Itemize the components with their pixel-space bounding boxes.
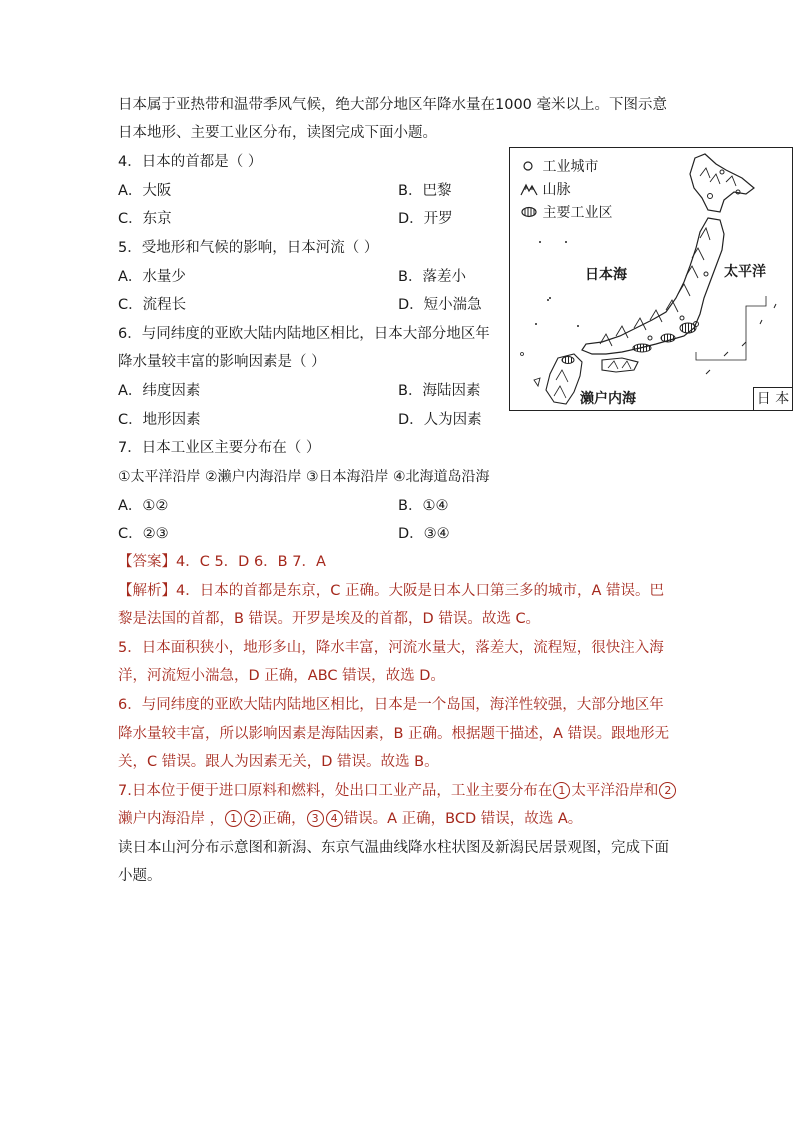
question-4-stem: 4．日本的首都是（ ）: [118, 154, 263, 170]
q4-option-a: A．大阪: [118, 183, 172, 199]
circled-number: 1: [225, 810, 242, 827]
analysis-q4-text-1: 4．日本的首都是东京，C 正确。大阪是日本人口第三多的城市，A 错误。巴: [176, 583, 664, 599]
intro-line-2: 日本地形、主要工业区分布，读图完成下面小题。: [118, 125, 437, 141]
question-6-stem-line-1: 6．与同纬度的亚欧大陆内陆地区相比，日本大部分地区年: [118, 326, 490, 342]
q5-option-b: B．落差小: [398, 269, 466, 285]
analysis-q5-line-1: 5．日本面积狭小，地形多山，降水丰富，河流水量大，落差大，流程短，很快注入海: [118, 640, 664, 656]
legend-label: 主要工业区: [542, 205, 613, 221]
analysis-q5-line-2: 洋，河流短小湍急，D 正确，ABC 错误，故选 D。: [118, 668, 445, 684]
analysis-q7-text-2: 太平洋沿岸和: [571, 783, 659, 799]
analysis-q7-text-3: 濑户内海沿岸 ，: [118, 811, 225, 827]
analysis-q6-line-1: 6．与同纬度的亚欧大陆内陆地区相比，日本是一个岛国，海洋性较强，大部分地区年: [118, 697, 664, 713]
label-sea-of-japan: 日本海: [585, 267, 627, 283]
q5-option-a: A．水量少: [118, 269, 186, 285]
answer-text: 4．C 5．D 6．B 7．A: [176, 554, 326, 570]
q6-option-c: C．地形因素: [118, 412, 201, 428]
analysis-q7-text-4: 正确，: [262, 811, 306, 827]
analysis-q4-line-1: [118, 581, 664, 601]
next-intro-line-1: 读日本山河分布示意图和新潟、东京气温曲线降水柱状图及新潟民居景观图，完成下面: [118, 840, 669, 856]
analysis-q7-text-5: 错误。A 正确，BCD 错误，故选 A。: [343, 811, 583, 827]
analysis-q7-text-1: 7.日本位于便于进口原料和燃料，处出口工业产品，工业主要分布在: [118, 783, 553, 799]
circled-number: 2: [244, 810, 261, 827]
circled-number: 3: [307, 810, 324, 827]
intro-line-1: 日本属于亚热带和温带季风气候，绝大部分地区年降水量在1000 毫米以上。下图示意: [118, 97, 668, 113]
circled-number: 4: [326, 810, 343, 827]
q4-option-b: B．巴黎: [398, 183, 452, 199]
question-5-stem: 5．受地形和气候的影响，日本河流（ ）: [118, 240, 379, 256]
q7-option-d: D．③④: [398, 526, 450, 542]
q6-option-d: D．人为因素: [398, 412, 482, 428]
legend-label: 山脉: [542, 182, 571, 198]
legend-label: 工业城市: [542, 159, 599, 175]
japan-islands-drawing: [510, 148, 794, 412]
q7-option-b: B．①④: [398, 498, 449, 514]
label-seto-inland-sea: 濑户内海: [580, 391, 636, 407]
question-7-stem: 7．日本工业区主要分布在（ ）: [118, 440, 321, 456]
question-7-choices: ①太平洋沿岸 ②濑户内海沿岸 ③日本海沿岸 ④北海道岛沿海: [118, 469, 490, 485]
analysis-q7-line-1: [118, 781, 677, 801]
q6-option-b: B．海陆因素: [398, 383, 481, 399]
q5-option-c: C．流程长: [118, 297, 187, 313]
q5-option-d: D．短小湍急: [398, 297, 482, 313]
q6-option-a: A．纬度因素: [118, 383, 201, 399]
label-pacific: 太平洋: [724, 264, 766, 280]
q4-option-d: D．开罗: [398, 211, 453, 227]
circled-number: 1: [553, 782, 570, 799]
q7-option-a: A．①②: [118, 498, 169, 514]
q4-option-c: C．东京: [118, 211, 172, 227]
q7-option-c: C．②③: [118, 526, 169, 542]
analysis-q7-line-2: [118, 809, 582, 829]
question-6-stem-line-2: 降水量较丰富的影响因素是（ ）: [118, 354, 326, 370]
japan-map-figure: [509, 147, 793, 411]
next-intro-line-2: 小题。: [118, 868, 162, 884]
map-title-box: 日 本: [753, 387, 793, 411]
analysis-q4-line-2: 黎是法国的首都，B 错误。开罗是埃及的首都，D 错误。故选 C。: [118, 611, 541, 627]
analysis-q6-line-3: 关，C 错误。跟人为因素无关，D 错误。故选 B。: [118, 754, 439, 770]
analysis-label: 【解析】: [118, 583, 176, 599]
circled-number: 2: [659, 782, 676, 799]
answer-label: 【答案】: [118, 554, 176, 570]
answer-line: [118, 552, 326, 572]
analysis-q6-line-2: 降水量较丰富，所以影响因素是海陆因素，B 正确。根据题干描述，A 错误。跟地形无: [118, 726, 670, 742]
